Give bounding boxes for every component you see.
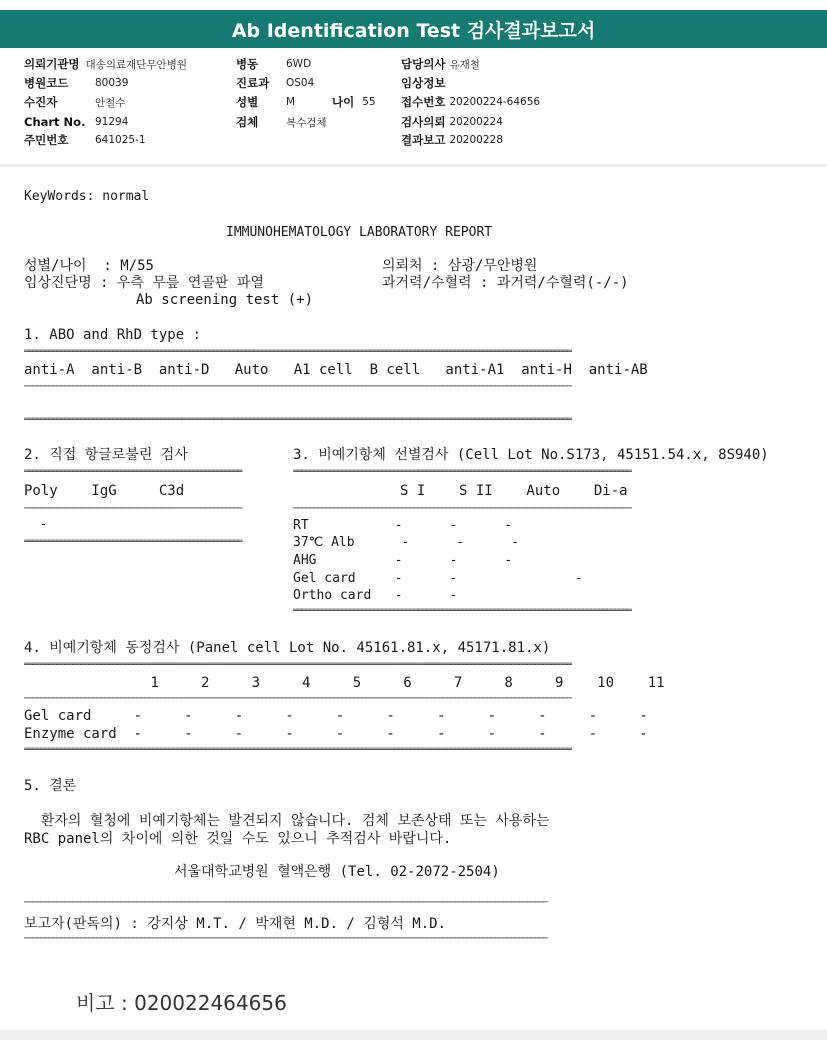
- section2-title: 2. 직접 항글로불린 검사: [24, 447, 188, 463]
- ward-row: [236, 55, 311, 73]
- hospital-code-value: 80039: [95, 77, 129, 89]
- hospital-code-label: 병원코드: [24, 76, 69, 90]
- section4-row-enzyme-card: Enzyme card - - - - - - - - - - -: [24, 726, 648, 742]
- patient-name-row: [24, 93, 125, 111]
- blood-bank-line: 서울대학교병원 혈액은행 (Tel. 02-2072-2504): [174, 864, 500, 880]
- institution-value: 대송의료재단무안병원: [85, 58, 187, 71]
- requester-line: 의뢰처 : 삼광/무안병원: [382, 258, 538, 274]
- department-value: OS04: [286, 77, 315, 89]
- reporters-line: 보고자(판독의) : 강지상 M.T. / 박재현 M.D. / 김형석 M.D.: [24, 916, 447, 932]
- divider: ══════════════════════════════════════════════════════: [24, 468, 241, 477]
- diagnosis-line: 임상진단명 : 우측 무릎 연골판 파열: [24, 275, 264, 291]
- section3-row-ahg: AHG - - -: [293, 553, 513, 568]
- section3-title: 3. 비예기항체 선별검사 (Cell Lot No.S173, 45151.54.x, 8S940): [293, 447, 769, 463]
- section2-result: -: [24, 517, 48, 532]
- request-date-value: 20200224: [449, 116, 503, 128]
- divider: ──────────────────────────────────────────────────────────────────────────────────────────────────────────────────────────────────: [24, 935, 547, 944]
- section3-row-gel-card: Gel card - - -: [293, 571, 583, 586]
- chart-no-label: Chart No.: [24, 115, 86, 129]
- resident-no-label: 주민번호: [24, 133, 69, 147]
- keywords-line: KeyWords: normal: [24, 189, 150, 204]
- reception-no-row: [401, 93, 540, 111]
- specimen-row: [236, 113, 327, 131]
- conclusion-line-1: 환자의 혈청에 비예기항체는 발견되지 않습니다. 검체 보존상태 또는 사용하는: [24, 813, 550, 829]
- request-date-label: 검사의뢰: [401, 115, 446, 129]
- physician-row: [401, 55, 480, 73]
- section5-title: 5. 결론: [24, 778, 77, 794]
- reception-no-value: 20200224-64656: [449, 96, 541, 108]
- clinical-info-row: [401, 74, 449, 92]
- patient-name-value: 안철수: [95, 96, 126, 109]
- department-row: [236, 74, 314, 92]
- divider: ════════════════════════════════════════════════════════════════════════════════════════════════════════════════════════════════════════: [24, 348, 571, 357]
- institution-label: 의뢰기관명: [24, 57, 80, 71]
- chart-no-value: 91294: [95, 116, 129, 128]
- divider: ────────────────────────────────────────────────────────────────────────────────────: [293, 505, 631, 514]
- report-heading: IMMUNOHEMATOLOGY LABORATORY REPORT: [226, 225, 493, 240]
- reception-no-label: 접수번호: [401, 95, 446, 109]
- divider: ════════════════════════════════════════════════════════════════════════════════════════════════════════════════════════════════════════: [24, 661, 571, 670]
- history-line: 과거력/수혈력 : 과거력/수혈력(-/-): [382, 275, 629, 291]
- remark-line: 비고 : 020022464656: [76, 991, 287, 1015]
- ward-label: 병동: [236, 57, 259, 71]
- divider: ════════════════════════════════════════════════════════════════════════════════════════════════════════════════════════════════════════: [24, 416, 571, 425]
- section3-row-ortho-card: Ortho card - -: [293, 588, 458, 603]
- sex-age-line: 성별/나이 : M/55: [24, 258, 154, 274]
- conclusion-line-2: RBC panel의 차이에 의한 것일 수도 있으니 추적검사 바랍니다.: [24, 831, 452, 847]
- report-date-value: 20200228: [449, 134, 503, 146]
- age-label: 나이: [332, 95, 355, 109]
- age-value: 55: [362, 96, 376, 108]
- divider: ════════════════════════════════════════════════════════════════════════════════════: [293, 607, 631, 616]
- physician-label: 담당의사: [401, 57, 446, 71]
- screening-line: Ab screening test (+): [136, 292, 314, 308]
- section4-row-gel-card: Gel card - - - - - - - - - - -: [24, 708, 648, 724]
- report-title: Ab Identification Test 검사결과보고서: [0, 10, 827, 48]
- resident-no-row: [24, 131, 146, 149]
- divider: ────────────────────────────────────────────────────────────────────────────────────────────────────────────────────────────────────────: [24, 383, 571, 392]
- section2-columns: Poly IgG C3d: [24, 483, 185, 499]
- report-date-label: 결과보고: [401, 133, 446, 147]
- chart-no-row: [24, 113, 128, 131]
- resident-no-value: 641025-1: [95, 134, 146, 146]
- patient-name-label: 수진자: [24, 95, 58, 109]
- sex-label: 성별: [236, 95, 259, 109]
- section4-title: 4. 비예기항체 동정검사 (Panel cell Lot No. 45161.81.x, 45171.81.x): [24, 640, 551, 656]
- report-header: [0, 0, 827, 164]
- section4-columns: 1 2 3 4 5 6 7 8 9 10 11: [24, 675, 665, 691]
- department-label: 진료과: [236, 76, 270, 90]
- divider: ════════════════════════════════════════════════════════════════════════════════════: [293, 468, 631, 477]
- physician-value: 유재철: [449, 58, 480, 71]
- clinical-info-label: 임상정보: [401, 76, 446, 90]
- ward-value: 6WD: [286, 58, 312, 70]
- specimen-value: 복수검체: [286, 116, 327, 129]
- divider: ────────────────────────────────────────────────────────────────────────────────────────────────────────────────────────────────────────: [24, 695, 571, 704]
- divider: ──────────────────────────────────────────────────────────────────────────────────────────────────────────────────────────────────: [24, 899, 547, 908]
- sex-value: M: [286, 96, 296, 108]
- hospital-code-row: [24, 74, 128, 92]
- section1-columns: anti-A anti-B anti-D Auto A1 cell B cell anti-A1 anti-H anti-AB: [24, 362, 648, 378]
- section3-columns: S I S II Auto Di-a: [400, 483, 628, 499]
- divider: ══════════════════════════════════════════════════════: [24, 538, 241, 547]
- institution-row: [24, 55, 187, 73]
- sex-age-row: [236, 93, 376, 111]
- specimen-label: 검체: [236, 115, 259, 129]
- divider: ──────────────────────────────────────────────────────: [24, 505, 241, 514]
- section3-row-rt: RT - - -: [293, 518, 513, 533]
- divider: ════════════════════════════════════════════════════════════════════════════════════════════════════════════════════════════════════════: [24, 746, 571, 755]
- section3-row-37c-alb: 37℃ Alb - - -: [293, 535, 519, 550]
- report-date-row: [401, 131, 503, 149]
- section1-title: 1. ABO and RhD type :: [24, 327, 202, 343]
- request-date-row: [401, 113, 503, 131]
